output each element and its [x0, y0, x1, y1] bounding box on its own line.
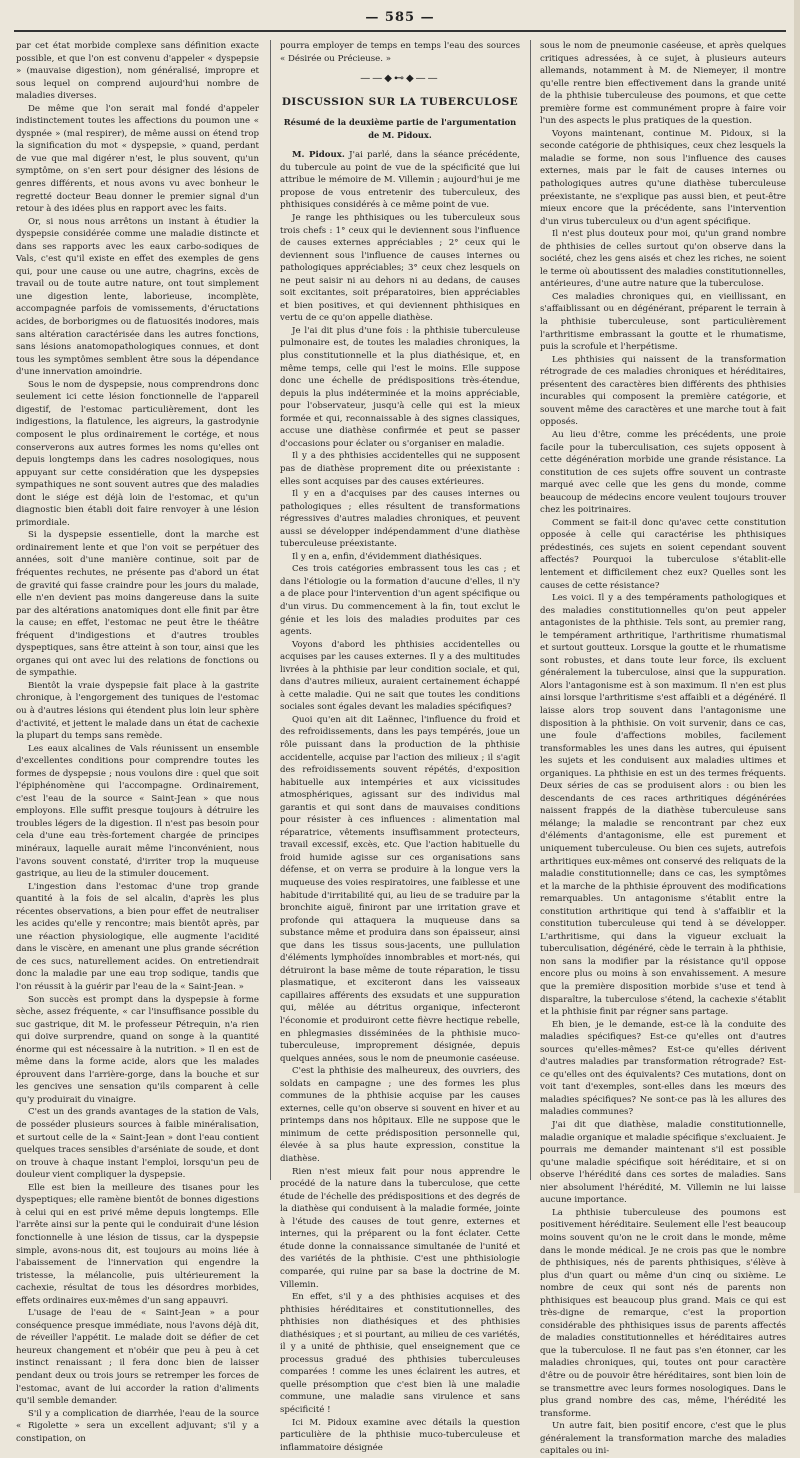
- paragraph: pourra employer de temps en temps l'eau des sources « Désirée ou Précieuse. »: [280, 41, 520, 64]
- paragraph: Comment se fait-il donc qu'avec cette constitution opposée à celle qui caractérise les phthisiques prédestinés, ces sujets en soient cependant souvent affectés? Pourquoi la tuberculose s'établit-elle lentement et difficilement chez eux? Quelles sont les causes de cette résistance?: [540, 517, 786, 591]
- section-ornament: ——◆⊷◆——: [360, 73, 440, 85]
- paragraph-text: J'ai parlé, dans la séance précédente, du tubercule au point de vue de la spécificité que lui attribue le mémoire de M. Villemin ; aujourd'hui je me propose de vous entretenir des tuberculeux, des phthisiques considérés à ce même point de vue.: [280, 150, 520, 211]
- paragraph: Il y a des phthisies accidentelles qui ne supposent pas de diathèse proprement dite ou préexistante : elles sont acquises par des causes extérieures.: [280, 451, 520, 487]
- paragraph: Ces trois catégories embrassent tous les cas ; et dans l'étiologie ou la formation d'aucune d'elles, il n'y a de place pour l'intervention d'un agent spécifique ou d'un virus. Du commencement à la fin, tout exclut le génie et les lois des maladies produites par ces agents.: [280, 564, 520, 638]
- paragraph: L'usage de l'eau de « Saint-Jean » a pour conséquence presque immédiate, nous l'avons déjà dit, de réveiller l'appétit. Le malade doit se défier de cet heureux changement et n'obéir que peu à peu à cet instinct renaissant ; il fera donc bien de laisser pendant deux ou trois jours se retremper les forces de l'estomac, avant de lui accorder la ration d'aliments qu'il semble demander.: [16, 1308, 259, 1407]
- paragraph: Rien n'est mieux fait pour nous apprendre le procédé de la nature dans la tuberculose, que cette étude de l'échelle des prédispositions et des degrés de la diathèse qui conduisent à la maladie formée, jointe à l'étude des causes de tout genre, externes et internes, qui la préparent ou la font éclater. Cette étude donne la connaissance simultanée de l'unité et des variétés de la phthisie. C'est une phthisiologie comparée, qui ruine par sa base la doctrine de M. Villemin.: [280, 1166, 520, 1290]
- paragraph: C'est la phthisie des malheureux, des ouvriers, des soldats en campagne ; une des formes les plus communes de la phthisie acquise par les causes externes, celle qu'on observe si souvent en hiver et au printemps dans nos hôpitaux. Elle ne suppose que le minimum de cette prédisposition personnelle qui, élevée à sa plus haute expression, constitue la diathèse.: [280, 1066, 520, 1165]
- page-number: — 585 —: [365, 10, 435, 25]
- paragraph: Sous le nom de dyspepsie, nous comprendrons donc seulement ici cette lésion fonctionnelle de l'appareil digestif, de l'estomac particulièrement, dont les indigestions, la flatulence, les aigreurs, la gastrodynie composent le plus ordinairement le cortége, et nous conserverons aux autres formes les noms qu'elles ont depuis longtemps dans les cadres nosologiques, nous appuyant sur cette considération que les dyspepsies sympathiques ne sont souvent autres que des maladies dont le siége est déjà loin de l'estomac, et qu'un diagnostic bien établi doit faire renvoyer à une lésion primordiale.: [16, 379, 259, 528]
- paragraph: Je l'ai dit plus d'une fois : la phthisie tuberculeuse pulmonaire est, de toutes les maladies chroniques, la plus constitutionnelle et la plus diathésique, et, en même temps, celle qui l'est le moins. Elle suppose donc une échelle de prédispositions très-étendue, depuis la plus indéterminée et la moins appréciable, pour l'observateur, jusqu'à celle qui est la mieux formée et qui, reconnaissable à des signes classiques, accuse une diathèse confirmée et peut se passer d'occasions pour éclater ou s'organiser en maladie.: [280, 325, 520, 449]
- paragraph: J'ai dit que diathèse, maladie constitutionnelle, maladie organique et maladie spécifique s'excluaient. Je pourrais me demander maintenant s'il est possible qu'une maladie spécifique soit héréditaire, et si on observe l'hérédité dans ces sortes de maladies. Sans nier absolument l'hérédité, M. Villemin ne lui laisse aucune importance.: [540, 1120, 786, 1206]
- column-divider: [270, 40, 271, 1180]
- paragraph: Les phthisies qui naissent de la transformation rétrograde de ces maladies chroniques et héréditaires, présentent des caractères bien différents des phthisies incurables qui composent la première catégorie, et souvent même des caractères et une marche tout à fait opposés.: [540, 354, 786, 428]
- paragraph: par cet état morbide complexe sans définition exacte possible, et que l'on est convenu d'appeler « dyspepsie » (mauvaise digestion), nom généralisé, impropre et sous lequel on comprend aujourd'hui nombre de maladies diverses.: [16, 41, 259, 102]
- paragraph: Je range les phthisiques ou les tuberculeux sous trois chefs : 1° ceux qui le deviennent sous l'influence de causes externes appréciables ; 2° ceux qui le deviennent sous l'influence de causes internes ou pathologiques appréciables; 3° ceux chez lesquels on ne peut saisir ni au dehors ni au dedans, de causes soit excitantes, soit préparatoires, bien appréciables et bien positives, et qui deviennent phthisiques en vertu de ce qu'on appelle diathèse.: [280, 213, 520, 324]
- paragraph: Ces maladies chroniques qui, en vieillissant, en s'affaiblissant ou en dégénérant, préparent le terrain à la phthisie tuberculeuse, sont particulièrement l'arthritisme embrassant la goutte et le rhumatisme, puis la scrofule et l'herpétisme.: [540, 291, 786, 353]
- paragraph: S'il y a complication de diarrhée, l'eau de la source « Rigolette » sera un excellent adjuvant; s'il y a constipation, on: [16, 1408, 259, 1444]
- paragraph: En effet, s'il y a des phthisies acquises et des phthisies héréditaires et constitutionnelles, des phthisies non diathésiques et des phthisies diathésiques ; et si pourtant, au milieu de ces variétés, il y a unité de phthisie, quel enseignement que ce processus gradué des phthisies tuberculeuses comparées ! comme les unes éclairent les autres, et quelle présomption que c'est bien là une maladie commune, une maladie sans virulence et sans spécificité !: [280, 1292, 520, 1415]
- page-edge: [794, 0, 800, 1193]
- paragraph: Au lieu d'être, comme les précédents, une proie facile pour la tuberculisation, ces sujets opposent à cette dégénération morbide une grande résistance. La constitution de ces sujets offre souvent un contraste marqué avec celle que les gens du monde, comme beaucoup de médecins encore veulent toujours trouver chez les poitrinaires.: [540, 429, 786, 516]
- column-right: [540, 40, 786, 1457]
- paragraph: Si la dyspepsie essentielle, dont la marche est ordinairement lente et que l'on voit se perpétuer des années, soit d'une manière continue, soit par de fréquentes rechutes, ne présente pas d'abord un état de gravité qui fasse craindre pour les jours du malade, elle n'en devient pas moins dangereuse dans la suite par des altérations anatomiques dont elle finit par être la cause; en effet, l'estomac ne peut être le théâtre fréquent d'indigestions et d'autres troubles dyspeptiques, sans être atteint à son tour, ainsi que les organes qui ont avec lui des relations de fonctions ou de sympathie.: [16, 530, 259, 679]
- paragraph: Quoi qu'en ait dit Laënnec, l'influence du froid et des refroidissements, dans les pays tempérés, joue un rôle puissant dans la production de la phthisie accidentelle, acquise par l'action des milieux ; il s'agit des refroidissements souvent répétés, d'exposition habituelle aux intempéries et aux vicissitudes atmosphériques, agissant sur des individus mal garantis et qui sont dans de mauvaises conditions pour résister à ces influences : alimentation mal réparatrice, vêtements insuffisamment protecteurs, travail excessif, excès, etc. Que l'action habituelle du froid humide agisse sur ces organisations sans défense, et on verra se produire à la longue vers la muqueuse des voies respiratoires, une faiblesse et une habitude d'irritabilité qui, au lieu de se traduire par la bronchite aiguë, finiront par une irritation grave et profonde qui attaquera la muqueuse dans sa substance même et produira dans son épaisseur, ainsi que dans les tissus sous-jacents, une pullulation d'éléments lymphoïdes innombrables et mort-nés, qui détruiront la base même de toute réparation, le tissu plasmatique, et exciteront dans les vaisseaux capillaires afférents des exsudats et une suppuration qui, mêlée au détritus organique, infecteront l'économie et produiront cette fièvre hectique rebelle, en phlegmasies disséminées de la phthisie muco-tuberculeuse, improprement désignée, depuis quelques années, sous le nom de pneumonie caséeuse.: [280, 714, 520, 1064]
- paragraph: Or, si nous nous arrêtons un instant à étudier la dyspepsie considérée comme une maladie distincte et dans ses rapports avec les eaux carbo-sodiques de Vals, c'est qu'il existe en effet des exemples de gens qui, pour une cause ou une autre, chagrins, excès de travail ou de toute autre nature, ont tout simplement une digestion lente, laborieuse, incomplète, accompagnée parfois de vomissements, d'éructations acides, de borborigmes ou de flatuosités inodores, mais sans altération caractérisée dans les autres fonctions, sans lésions anatomopathologiques connues, et dont tous les symptômes semblent être sous la dépendance d'une innervation amoindrie.: [16, 216, 259, 378]
- paragraph: Les eaux alcalines de Vals réunissent un ensemble d'excellentes conditions pour comprendre toutes les formes de dyspepsie ; nous voulons dire : quel que soit l'épiphénomène qui l'accompagne. Ordinairement, c'est l'eau de la source « Saint-Jean » que nous employons. Elle suffit presque toujours à détruire les troubles légers de la digestion. Il n'est pas besoin pour cela d'une eau très-fortement chargée de principes minéraux, laquelle aurait même l'inconvénient, nous l'avons souvent constaté, d'irriter trop la muqueuse gastrique, au lieu de la stimuler doucement.: [16, 743, 259, 880]
- paragraph: Bientôt la vraie dyspepsie fait place à la gastrite chronique, à l'engorgement des tuniques de l'estomac ou à d'autres lésions qui étendent plus loin leur sphère d'activité, et jettent le malade dans un état de cachexie la plupart du temps sans remède.: [16, 680, 259, 742]
- paragraph: sous le nom de pneumonie caséeuse, et après quelques critiques adressées, à ce sujet, à plusieurs auteurs allemands, notamment à M. de Niemeyer, il montre qu'elle rentre bien effectivement dans la grande unité de la phthisie tuberculeuse des poumons, et que cette première forme est communément propre à faire voir l'un des aspects le plus pratiques de la question.: [540, 41, 786, 127]
- paragraph: De même que l'on serait mal fondé d'appeler indistinctement toutes les affections du poumon une « dyspnée » (mal respirer), de même aussi on étend trop la signification du mot « dyspepsie, » quand, perdant de vue que mal digérer n'est, le plus souvent, qu'un symptôme, on s'en sert pour désigner des lésions de genres différents, et nous avons vu avec bonheur le regretté docteur Beau donner le premier signal d'un retour à des idées plus en rapport avec les faits.: [16, 103, 259, 215]
- paragraph: C'est un des grands avantages de la station de Vals, de posséder plusieurs sources à faible minéralisation, et surtout celle de la « Saint-Jean » dont l'eau contient quelques traces sensibles d'arséniate de soude, et dont on trouve à chaque instant l'emploi, lorsqu'un peu de douleur vient compliquer la dyspepsie.: [16, 1107, 259, 1181]
- paragraph: Il n'est plus douteux pour moi, qu'un grand nombre de phthisies de celles surtout qu'on observe dans la société, chez les gens aisés et chez les riches, ne soient le terme où aboutissent des maladies constitutionnelles, antérieures, d'une autre nature que la tuberculose.: [540, 229, 786, 290]
- paragraph: Ici M. Pidoux examine avec détails la question particulière de la phthisie muco-tuberculeuse et inflammatoire désignée: [280, 1417, 520, 1453]
- paragraph: Un autre fait, bien positif encore, c'est que le plus généralement la transformation marche des maladies capitales ou ini-: [540, 1421, 786, 1457]
- paragraph: Son succès est prompt dans la dyspepsie à forme sèche, assez fréquente, « car l'insuffisance possible du suc gastrique, dit M. le professeur Pétrequin, n'a rien qui doive surprendre, quand on songe à la quantité énorme qui est nécessaire à la nutrition. » Il en est de même dans la forme acide, alors que les malades éprouvent dans l'arrière-gorge, dans la bouche et sur les gencives une sensation qu'ils comparent à celle qu'y produirait du vinaigre.: [16, 994, 259, 1105]
- header-rule: [14, 30, 786, 32]
- paragraph: [280, 149, 520, 212]
- column-divider: [530, 40, 531, 1180]
- paragraph: Voyons d'abord les phthisies accidentelles ou acquises par les causes externes. Il y a des multitudes livrées à la phthisie par leur condition sociale, et qui, dans d'autres milieux, auraient certainement échappé à cette maladie. Qui ne sait que toutes les conditions sociales sont égales devant les maladies spécifiques?: [280, 639, 520, 713]
- paragraph: Voyons maintenant, continue M. Pidoux, si la seconde catégorie de phthisiques, ceux chez lesquels la maladie se forme, non sous l'influence des causes externes, mais par le fait de causes internes ou pathologiques autres qu'une diathèse tuberculeuse préexistante, ne s'explique pas aussi bien, et peut-être mieux encore que la précédente, sans l'intervention d'un virus tuberculeux ou d'un agent spécifique.: [540, 128, 786, 227]
- section-title: DISCUSSION SUR LA TUBERCULOSE: [281, 95, 519, 108]
- paragraph: Eh bien, je le demande, est-ce là la conduite des maladies spécifiques? Est-ce qu'elles ont d'autres sources qu'elles-mêmes? Est-ce qu'elles dérivent d'autres maladies par transformation rétrograde? Est-ce qu'elles ont des équivalents? Ces mutations, dont on voit tant d'exemples, sont-elles dans les mœurs des maladies spécifiques? Ne sont-ce pas là les allures des maladies communes?: [540, 1019, 786, 1118]
- paragraph: Elle est bien la meilleure des tisanes pour les dyspeptiques; elle ramène bientôt de bonnes digestions à celui qui en est privé même depuis longtemps. Elle l'arrête ainsi sur la pente qui le conduirait d'une lésion fonctionnelle à une lésion de tissus, car la dyspepsie simple, avons-nous dit, est toujours au moins liée à l'abaissement de l'innervation qui engendre la tristesse, la mélancolie, puis ultérieurement la cachexie, résultat de tous les désordres morbides, effets ordinaires eux-mêmes d'un sang appauvri.: [16, 1182, 259, 1306]
- column-left: [16, 40, 259, 1444]
- paragraph: L'ingestion dans l'estomac d'une trop grande quantité à la fois de sel alcalin, d'après les plus récentes observations, a bien pour effet de neutraliser les acides qu'elle y rencontre; mais bientôt après, par une réaction physiologique, elle augmente l'acidité dans le viscère, en amenant une plus grande sécrétion de ces sucs, naturellement acides. On entretiendrait donc la maladie par une eau trop sodique, tandis que l'on réussit à la guérir par l'eau de la « Saint-Jean. »: [16, 881, 259, 993]
- paragraph: Les voici. Il y a des tempéraments pathologiques et des maladies constitutionnelles qu'on peut appeler antagonistes de la phthisie. Tels sont, au premier rang, le tempérament arthritique, l'arthritisme rhumatismal et surtout goutteux. Lorsque la goutte et le rhumatisme sont robustes, et dans toute leur force, ils excluent généralement la tuberculose, ainsi que la suppuration. Alors l'antagonisme est à son maximum. Il n'en est plus ainsi lorsque l'arthritisme s'est affaibli et a dégénéré. Il laisse alors trop souvent dans l'antagonisme une disposition à la phthisie. On voit survenir, dans ce cas, une foule d'affections mobiles, facilement transformables les unes dans les autres, qui épuisent les sujets et les conduisent aux maladies ultimes et organiques. La phthisie en est un des termes fréquents. Deux séries de cas se produisent alors : ou bien les descendants de ces races arthritiques dégénérées naissent frappés de la diathèse tuberculeuse sans mélange; la maladie se rencontrant par chez eux d'éléments d'antagonisme, elle est purement et uniquement tuberculeuse. Ou bien ces sujets, autrefois arthritiques eux-mêmes ont conservé des reliquats de la maladie constitutionnelle; dans ce cas, les symptômes et la marche de la phthisie éprouvent des modifications remarquables. Un antagonisme s'établit entre la constitution arthritique qui tend à s'affaiblir et la constitution tuberculeuse qui tend à se développer. L'arthritisme, qui dans la vigueur excluait la tuberculisation, dégénéré, cède le terrain à la phthisie, non sans la modifier par la résistance qu'il oppose encore plus ou moins à son envahissement. A mesure que la première disposition morbide s'use et tend à disparaître, la tuberculose s'étend, la cachexie s'établit et la phthisie finit par régner sans partage.: [540, 593, 786, 1018]
- paragraph: Il y en a d'acquises par des causes internes ou pathologiques ; elles résultent de transformations régressives d'autres maladies chroniques, et peuvent aussi se développer indépendamment d'une diathèse tuberculeuse préexistante.: [280, 489, 520, 550]
- column-middle: [280, 40, 520, 1453]
- paragraph: La phthisie tuberculeuse des poumons est positivement héréditaire. Seulement elle l'est beaucoup moins souvent qu'on ne le croit dans le monde, même dans le monde médical. Je ne crois pas que le nombre de phthisiques, nés de parents phthisiques, s'élève à plus d'un quart ou même d'un cinq ou sixième. Le nombre de ceux qui sont nés de parents non phthisiques est beaucoup plus grand. Mais ce qui est très-digne de remarque, c'est la proportion considérable des phthisiques issus de parents affectés de maladies constitutionnelles et héréditaires autres que la tuberculose. Il ne faut pas s'en étonner, car les maladies chroniques, qui, toutes ont pour caractère d'être ou de pouvoir être héréditaires, sont bien loin de se transmettre avec leurs formes nosologiques. Dans le plus grand nombre des cas, même, l'hérédité les transforme.: [540, 1207, 786, 1419]
- paragraph: Il y en a, enfin, d'évidemment diathésiques.: [292, 551, 482, 562]
- section-subtitle: Résumé de la deuxième partie de l'argumentation de M. Pidoux.: [283, 117, 517, 140]
- speaker-name: M. Pidoux.: [292, 150, 345, 161]
